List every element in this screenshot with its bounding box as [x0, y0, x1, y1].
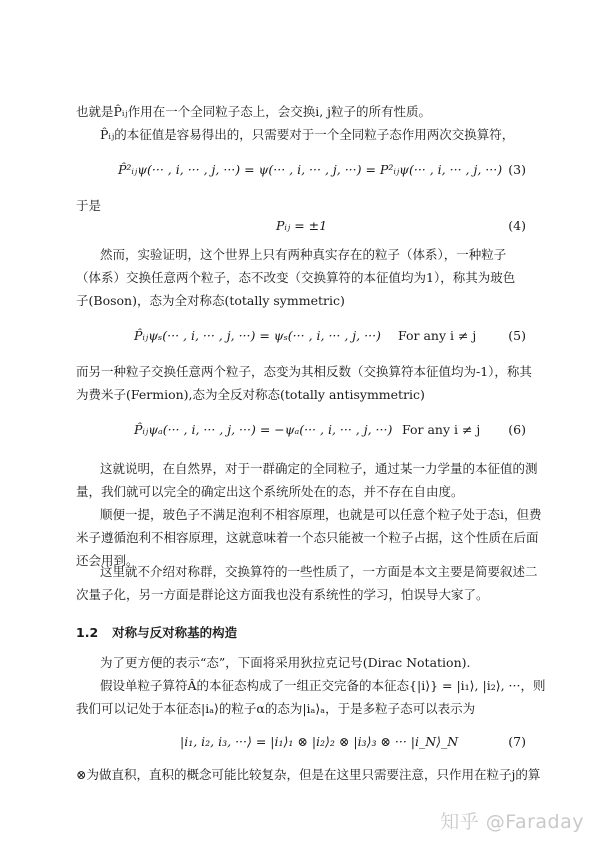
- paragraph-line: 这里就不介绍对称群，交换算符的一些性质了，一方面是本文主要是简要叙述二: [100, 564, 538, 579]
- section-title: 对称与反对称基的构造: [112, 625, 238, 640]
- section-number: 1.2: [76, 625, 99, 640]
- equation-number: (7): [508, 734, 526, 749]
- equation-number: (4): [508, 218, 526, 233]
- paragraph-line: （体系）交换任意两个粒子，态不改变（交换算符的本征值均为1），称其为玻色: [76, 270, 516, 285]
- equation-body: P̂ᵢⱼψₐ(··· , i, ··· , j, ···) = −ψₐ(··· , i, ··· , j, ···): [134, 422, 393, 437]
- paragraph-line: 于是: [76, 198, 102, 213]
- paragraph-line: 我们可以记处于本征态|iₐ⟩的粒子α的态为|iₐ⟩ₐ，于是多粒子态可以表示为: [76, 701, 476, 716]
- paragraph-line: 子(Boson)，态为全对称态(totally symmetric): [76, 293, 345, 308]
- equation-body: P̂ᵢⱼψₛ(··· , i, ··· , j, ···) = ψₛ(··· , i, ··· , j, ···): [134, 328, 381, 343]
- equation-body: Pᵢⱼ = ±1: [276, 218, 328, 233]
- equation-number: (6): [508, 422, 526, 437]
- watermark: 知乎 @Faraday: [440, 811, 584, 833]
- equation-body: P̂²ᵢⱼψ(··· , i, ··· , j, ···) = ψ(··· , i, ··· , j, ···) = P²ᵢⱼψ(··· , i, ··· , j, ···): [118, 162, 503, 177]
- paragraph-line: 这就说明，在自然界，对于一群确定的全同粒子，通过某一力学量的本征值的测: [100, 461, 538, 476]
- paragraph-line: 假设单粒子算符Â的本征态构成了一组正交完备的本征态{|i⟩} = |i₁⟩, |i₂⟩, ···，则: [100, 678, 546, 693]
- paragraph-line: 为费米子(Fermion),态为全反对称态(totally antisymmetric): [76, 387, 425, 402]
- equation-body: |i₁, i₂, i₃, ···⟩ = |i₁⟩₁ ⊗ |i₂⟩₂ ⊗ |i₃⟩₃ ⊗ ··· |i_N⟩_N: [180, 734, 459, 749]
- equation-condition: For any i ≠ j: [398, 328, 477, 343]
- equation-number: (3): [508, 162, 526, 177]
- paragraph-line: 量，我们就可以完全的确定出这个系统所处在的态，并不存在自由度。: [76, 484, 464, 499]
- paragraph-line: 顺便一提，玻色子不满足泡利不相容原理，也就是可以任意个粒子处于态i，但费: [100, 507, 542, 522]
- paragraph-line: 还会用到。: [76, 553, 139, 568]
- paragraph-line: 次量子化，另一方面是群论这方面我也没有系统性的学习，怕误导大家了。: [76, 587, 489, 602]
- paragraph-line: P̂ᵢⱼ的本征值是容易得出的，只需要对于一个全同粒子态作用两次交换算符，: [100, 127, 515, 142]
- paragraph-line: 然而，实验证明，这个世界上只有两种真实存在的粒子（体系），一种粒子: [100, 247, 507, 262]
- paragraph-line: 而另一种粒子交换任意两个粒子，态变为其相反数（交换算符本征值均为-1），称其: [76, 364, 532, 379]
- paragraph-line: 为了更方便的表示“态”，下面将采用狄拉克记号(Dirac Notation).: [100, 655, 471, 670]
- paragraph-line: 米子遵循泡利不相容原理，这就意味着一个态只能被一个粒子占据，这个性质在后面: [76, 530, 539, 545]
- paragraph-line: ⊗为做直积，直积的概念可能比较复杂，但是在这里只需要注意，只作用在粒子j的算: [76, 767, 541, 782]
- equation-number: (5): [508, 328, 526, 343]
- paragraph-line: 也就是P̂ᵢⱼ作用在一个全同粒子态上，会交换i, j粒子的所有性质。: [76, 104, 432, 119]
- section-heading: [76, 624, 237, 642]
- equation-condition: For any i ≠ j: [402, 422, 481, 437]
